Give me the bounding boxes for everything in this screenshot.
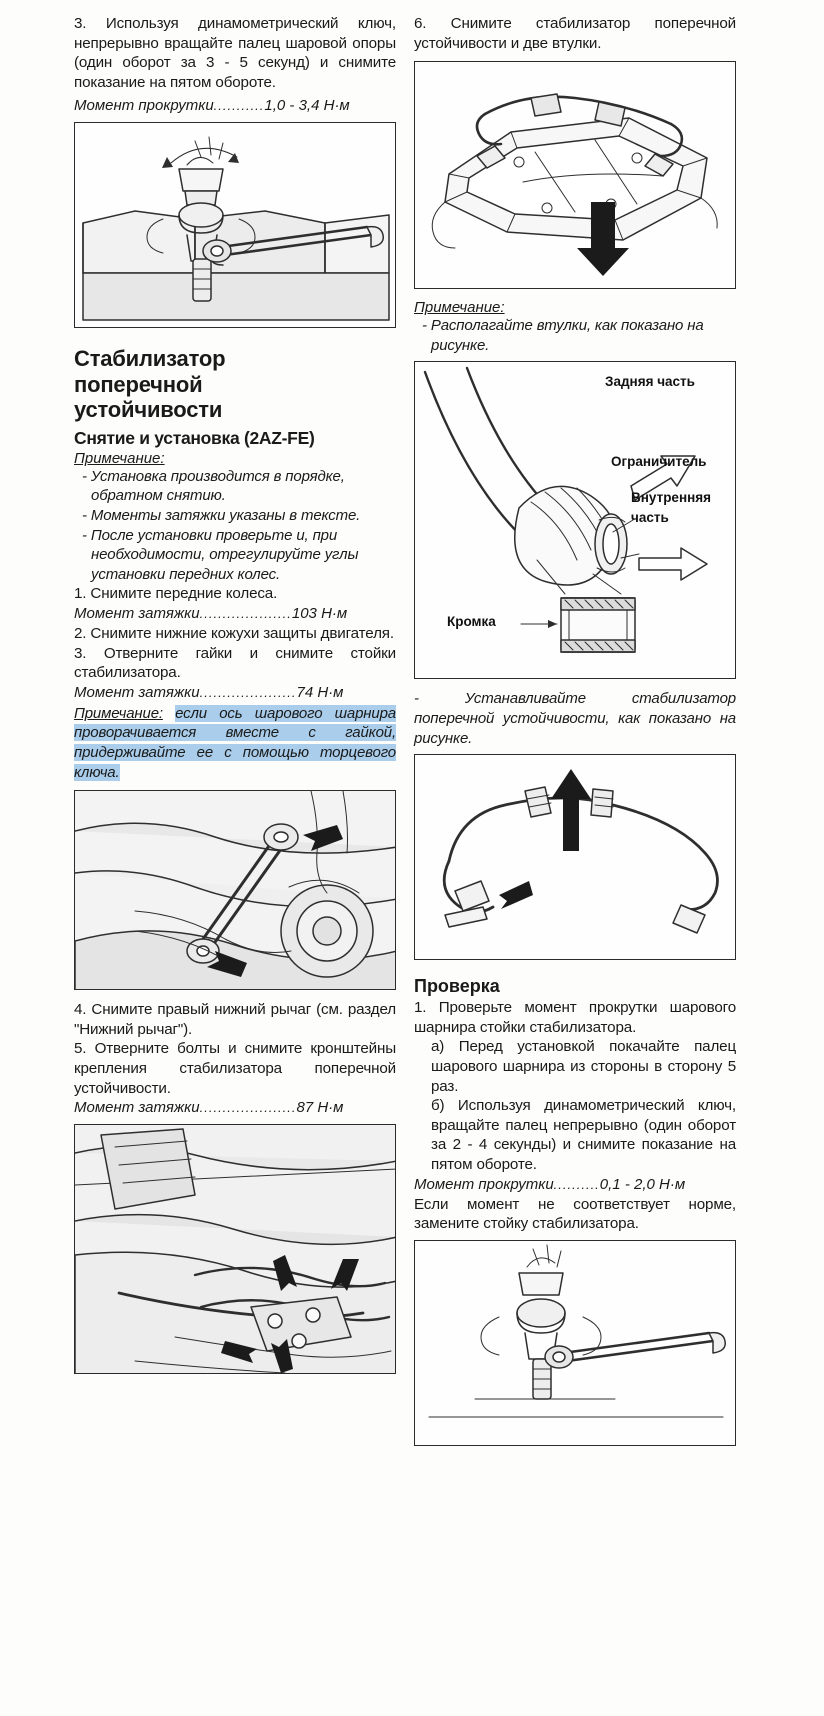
left-step-3: 3. Используя динамометрический ключ, непрерывно вращайте палец шаровой опоры (один оборот за 3 - 5 секунд) и снимите показание на пятом обороте. — [74, 15, 396, 91]
install-orientation-note: - Устанавливайте стабилизатор поперечной устойчивости, как показано на рисунке. — [414, 690, 736, 747]
figure-stabilizer-bar-orientation — [414, 754, 736, 960]
left-step-2: 2. Снимите нижние кожухи защиты двигателя. — [74, 625, 394, 643]
figure-stabilizer-link-removal — [74, 790, 396, 990]
label-edge: Кромка — [447, 614, 496, 630]
note-item-3: - После установки проверьте и, при необходимости, отрегулируйте углы установки передних колес. — [82, 526, 359, 583]
torque-value: 0,1 - 2,0 Н·м — [599, 1175, 686, 1193]
note-2-separator — [163, 705, 175, 722]
left-step-4: 4. Снимите правый нижний рычаг (см. раздел "Нижний рычаг"). — [74, 1001, 396, 1038]
left-step-5: 5. Отверните болты и снимите кронштейны крепления стабилизатора поперечной устойчивости. — [74, 1040, 396, 1097]
figure-subframe-stabilizer-bar — [414, 61, 736, 289]
check-tail-text: Если момент не соответствует норме, замените стойку стабилизатора. — [414, 1195, 736, 1233]
leader-dots: .................... — [199, 606, 292, 622]
torque-label: Момент прокрутки — [74, 97, 214, 115]
leader-dots: .......... — [553, 1176, 600, 1192]
check-step-b: б) Используя динамометрический ключ, вращайте палец непрерывно (один оборот за 2 - 4 секунды) и снимите показание на пятом обороте. — [431, 1097, 736, 1173]
section-heading-line-2: поперечной — [74, 371, 203, 397]
left-step-3b: 3. Отверните гайки и снимите стойки стабилизатора. — [74, 644, 396, 682]
section-heading-line-3: устойчивости — [74, 397, 223, 423]
leader-dots: ..................... — [199, 684, 297, 700]
right-step-6: 6. Снимите стабилизатор поперечной устойчивости и две втулки. — [414, 15, 736, 52]
label-rear-part: Задняя часть — [605, 374, 695, 390]
left-turning-torque-line — [74, 96, 396, 116]
section-subheading-removal-install: Снятие и установка (2AZ-FE) — [74, 427, 315, 448]
note-label-1: Примечание: — [74, 449, 165, 467]
torque-line-74 — [74, 683, 396, 703]
check-step-1: 1. Проверьте момент прокрутки шарового шарнира стойки стабилизатора. — [414, 999, 736, 1036]
torque-value: 74 Н·м — [296, 683, 344, 701]
torque-label: Момент затяжки — [74, 683, 200, 701]
figure-bushing-orientation — [414, 361, 736, 679]
note-2-text: если ось шарового шарнира проворачивается вместе с гайкой, придерживайте ее с помощью торцевого ключа. — [74, 704, 396, 781]
torque-value: 1,0 - 3,4 Н·м — [264, 97, 350, 115]
note-bushing-orientation: - Располагайте втулки, как показано на рисунке. — [422, 317, 704, 354]
left-step-1: 1. Снимите передние колеса. — [74, 585, 278, 603]
heading-check: Проверка — [414, 976, 500, 997]
torque-value: 103 Н·м — [291, 605, 348, 623]
torque-label: Момент прокрутки — [414, 1175, 554, 1193]
torque-value: 87 Н·м — [296, 1099, 344, 1117]
torque-line-103 — [74, 604, 396, 624]
note-highlighted-block — [74, 704, 396, 782]
label-stopper: Ограничитель — [611, 454, 707, 470]
label-inner-part-line2: часть — [631, 510, 669, 526]
note-label-2: Примечание: — [74, 704, 163, 722]
torque-label: Момент затяжки — [74, 1099, 200, 1117]
check-turning-torque-line — [414, 1175, 736, 1195]
leader-dots: ........... — [213, 98, 265, 114]
note-item-2: - Моменты затяжки указаны в тексте. — [82, 507, 361, 525]
check-step-a: а) Перед установкой покачайте палец шарового шарнира из стороны в сторону 5 раз. — [431, 1038, 736, 1095]
note-item-1: - Установка производится в порядке, обратном снятию. — [82, 467, 345, 505]
note-label-right: Примечание: — [414, 299, 505, 317]
torque-line-87 — [74, 1098, 396, 1118]
left-column — [74, 14, 396, 1374]
right-column — [414, 14, 736, 1446]
section-heading-line-1: Стабилизатор — [74, 346, 226, 372]
label-inner-part-line1: Внутренняя — [631, 490, 712, 506]
leader-dots: ..................... — [199, 1100, 297, 1116]
figure-ball-joint-torque-wrench — [74, 122, 396, 328]
figure-stabilizer-link-torque-check — [414, 1240, 736, 1446]
torque-label: Момент затяжки — [74, 605, 200, 623]
figure-stabilizer-bracket-bolts — [74, 1124, 396, 1374]
